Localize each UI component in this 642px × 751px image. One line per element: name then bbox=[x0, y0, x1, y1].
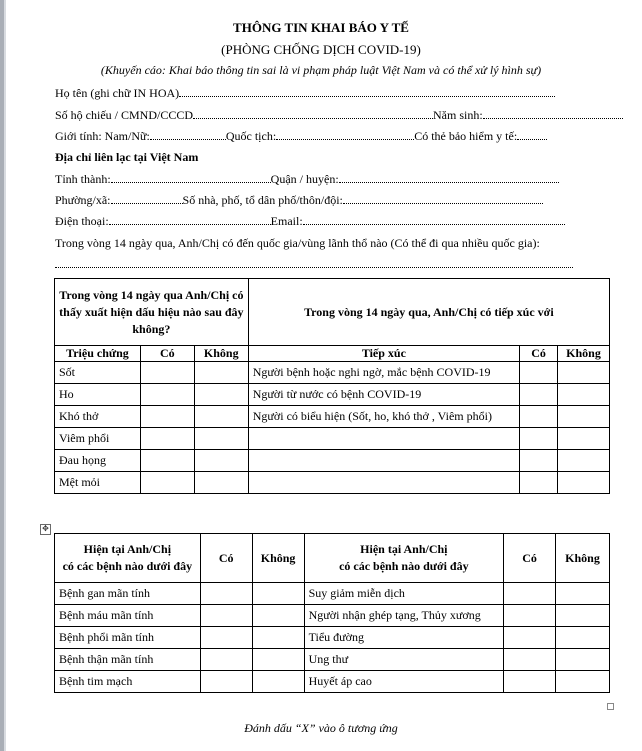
symptom-label: Khó thở bbox=[55, 406, 141, 428]
phone-label: Điện thoại: bbox=[55, 214, 109, 228]
disease-left-no-cell[interactable] bbox=[252, 649, 304, 671]
phone-blank[interactable] bbox=[109, 214, 271, 225]
disease-right-yes-cell[interactable] bbox=[504, 605, 556, 627]
contact-no-cell[interactable] bbox=[558, 450, 610, 472]
disease-left-label: Bệnh thận mãn tính bbox=[55, 649, 201, 671]
contact-yes-cell[interactable] bbox=[520, 406, 558, 428]
phone-row bbox=[55, 214, 575, 229]
table-row bbox=[55, 384, 610, 406]
table-row bbox=[55, 583, 610, 605]
table-row bbox=[55, 428, 610, 450]
symptom-no-cell[interactable] bbox=[194, 406, 248, 428]
travel-answer-row[interactable] bbox=[55, 257, 575, 272]
contact-no-cell[interactable] bbox=[558, 428, 610, 450]
move-handle-icon[interactable]: ✥ bbox=[40, 524, 51, 535]
symptom-section-header: Trong vòng 14 ngày qua Anh/Chị có thấy xuất hiện dấu hiệu nào sau đây không? bbox=[55, 279, 249, 346]
symptom-label: Đau họng bbox=[55, 450, 141, 472]
col-yes: Có bbox=[200, 534, 252, 583]
travel-blank[interactable] bbox=[55, 257, 573, 268]
symptom-yes-cell[interactable] bbox=[140, 362, 194, 384]
disease-right-label: Ung thư bbox=[304, 649, 504, 671]
disease-left-no-cell[interactable] bbox=[252, 671, 304, 693]
contact-yes-cell[interactable] bbox=[520, 384, 558, 406]
symptom-label: Mệt mỏi bbox=[55, 472, 141, 494]
col-yes: Có bbox=[140, 346, 194, 362]
gender-blank[interactable] bbox=[150, 129, 226, 140]
disease-left-no-cell[interactable] bbox=[252, 605, 304, 627]
table-row bbox=[55, 671, 610, 693]
disease-right-no-cell[interactable] bbox=[556, 605, 610, 627]
insurance-blank[interactable] bbox=[517, 129, 547, 140]
disease-left-yes-cell[interactable] bbox=[200, 627, 252, 649]
gender-label: Giới tính: Nam/Nữ: bbox=[55, 129, 150, 143]
contact-yes-cell[interactable] bbox=[520, 472, 558, 494]
disease-left-header-line2: có các bệnh nào dưới đây bbox=[62, 559, 193, 573]
name-blank[interactable] bbox=[179, 86, 555, 97]
contact-no-cell[interactable] bbox=[558, 362, 610, 384]
contact-no-cell[interactable] bbox=[558, 406, 610, 428]
passport-blank[interactable] bbox=[193, 108, 433, 119]
email-blank[interactable] bbox=[303, 214, 565, 225]
disease-right-label: Người nhận ghép tạng, Thủy xương bbox=[304, 605, 504, 627]
passport-label: Số hộ chiếu / CMND/CCCD bbox=[55, 108, 194, 122]
ward-row bbox=[55, 193, 575, 208]
disease-right-header bbox=[304, 534, 504, 583]
symptom-yes-cell[interactable] bbox=[140, 406, 194, 428]
col-yes-right: Có bbox=[504, 534, 556, 583]
contact-no-cell[interactable] bbox=[558, 384, 610, 406]
symptom-label: Viêm phổi bbox=[55, 428, 141, 450]
symptom-yes-cell[interactable] bbox=[140, 472, 194, 494]
disease-right-label: Huyết áp cao bbox=[304, 671, 504, 693]
birth-year-label: Năm sinh: bbox=[433, 108, 483, 122]
symptom-no-cell[interactable] bbox=[194, 362, 248, 384]
col-no: Không bbox=[252, 534, 304, 583]
symptom-contact-table bbox=[54, 278, 610, 494]
disease-right-yes-cell[interactable] bbox=[504, 671, 556, 693]
contact-label: Người từ nước có bệnh COVID-19 bbox=[248, 384, 519, 406]
disease-left-yes-cell[interactable] bbox=[200, 649, 252, 671]
contact-label bbox=[248, 472, 519, 494]
disease-right-no-cell[interactable] bbox=[556, 627, 610, 649]
symptom-label: Ho bbox=[55, 384, 141, 406]
contact-no-cell[interactable] bbox=[558, 472, 610, 494]
contact-section-header: Trong vòng 14 ngày qua, Anh/Chị có tiếp xúc với bbox=[248, 279, 609, 346]
disease-right-header-line1: Hiện tại Anh/Chị bbox=[360, 542, 448, 556]
ward-label: Phường/xã: bbox=[55, 193, 111, 207]
footer-instruction: Đánh dấu “X” vào ô tương ứng bbox=[244, 721, 398, 735]
contact-label bbox=[248, 428, 519, 450]
disease-left-label: Bệnh tim mạch bbox=[55, 671, 201, 693]
contact-yes-cell[interactable] bbox=[520, 362, 558, 384]
col-no: Không bbox=[194, 346, 248, 362]
table-row bbox=[55, 362, 610, 384]
address-heading: Địa chỉ liên lạc tại Việt Nam bbox=[55, 150, 199, 164]
birth-year-blank[interactable] bbox=[483, 108, 623, 119]
nationality-blank[interactable] bbox=[276, 129, 414, 140]
col-no-contact: Không bbox=[558, 346, 610, 362]
insurance-label: Có thẻ bảo hiểm y tế: bbox=[414, 129, 518, 143]
symptom-no-cell[interactable] bbox=[194, 472, 248, 494]
disease-left-label: Bệnh gan mãn tính bbox=[55, 583, 201, 605]
resize-handle-icon[interactable] bbox=[607, 703, 614, 710]
table-row bbox=[55, 605, 610, 627]
disease-left-no-cell[interactable] bbox=[252, 627, 304, 649]
street-label: Số nhà, phố, tổ dân phố/thôn/đội: bbox=[182, 193, 343, 207]
legal-warning: (Khuyến cáo: Khai báo thông tin sai là vi phạm pháp luật Việt Nam và có thể xử lý hình sự) bbox=[100, 63, 542, 77]
disease-left-header bbox=[55, 534, 201, 583]
col-no-right: Không bbox=[556, 534, 610, 583]
page-title: THÔNG TIN KHAI BÁO Y TẾ bbox=[233, 20, 409, 35]
province-blank[interactable] bbox=[111, 172, 271, 183]
page-subtitle: (PHÒNG CHỐNG DỊCH COVID-19) bbox=[221, 42, 421, 57]
name-field[interactable] bbox=[55, 86, 575, 101]
disease-right-yes-cell[interactable] bbox=[504, 627, 556, 649]
disease-right-no-cell[interactable] bbox=[556, 671, 610, 693]
table-row bbox=[55, 406, 610, 428]
nationality-label: Quốc tịch: bbox=[225, 129, 277, 143]
name-label: Họ tên (ghi chữ IN HOA) bbox=[55, 86, 180, 100]
disease-left-yes-cell[interactable] bbox=[200, 671, 252, 693]
disease-right-label: Tiểu đường bbox=[304, 627, 504, 649]
street-blank[interactable] bbox=[343, 193, 543, 204]
symptom-yes-cell[interactable] bbox=[140, 450, 194, 472]
window-edge-shadow bbox=[4, 0, 6, 751]
symptom-no-cell[interactable] bbox=[194, 450, 248, 472]
contact-yes-cell[interactable] bbox=[520, 428, 558, 450]
contact-yes-cell[interactable] bbox=[520, 450, 558, 472]
disease-left-yes-cell[interactable] bbox=[200, 605, 252, 627]
disease-left-no-cell[interactable] bbox=[252, 583, 304, 605]
contact-label bbox=[248, 450, 519, 472]
disease-right-no-cell[interactable] bbox=[556, 649, 610, 671]
district-blank[interactable] bbox=[339, 172, 559, 183]
district-label: Quận / huyện: bbox=[270, 172, 339, 186]
passport-row bbox=[55, 108, 575, 123]
province-row bbox=[55, 172, 575, 187]
travel-question: Trong vòng 14 ngày qua, Anh/Chị có đến quốc gia/vùng lãnh thổ nào (Có thể đi qua nhiều quốc gia): bbox=[55, 236, 540, 250]
ward-blank[interactable] bbox=[111, 193, 183, 204]
province-label: Tỉnh thành: bbox=[55, 172, 111, 186]
disease-left-label: Bệnh máu mãn tính bbox=[55, 605, 201, 627]
disease-right-no-cell[interactable] bbox=[556, 583, 610, 605]
disease-right-yes-cell[interactable] bbox=[504, 583, 556, 605]
col-yes-contact: Có bbox=[520, 346, 558, 362]
col-symptom: Triệu chứng bbox=[55, 346, 141, 362]
table-row bbox=[55, 472, 610, 494]
symptom-yes-cell[interactable] bbox=[140, 384, 194, 406]
col-contact: Tiếp xúc bbox=[248, 346, 519, 362]
table-row bbox=[55, 649, 610, 671]
disease-left-label: Bệnh phổi mãn tính bbox=[55, 627, 201, 649]
gender-row bbox=[55, 129, 575, 144]
disease-right-label: Suy giảm miễn dịch bbox=[304, 583, 504, 605]
symptom-yes-cell[interactable] bbox=[140, 428, 194, 450]
contact-label: Người bệnh hoặc nghi ngờ, mắc bệnh COVID-19 bbox=[248, 362, 519, 384]
table-row bbox=[55, 450, 610, 472]
symptom-label: Sốt bbox=[55, 362, 141, 384]
table-row bbox=[55, 627, 610, 649]
symptom-no-cell[interactable] bbox=[194, 428, 248, 450]
disease-table bbox=[54, 533, 610, 693]
disease-left-header-line1: Hiện tại Anh/Chị bbox=[83, 542, 172, 556]
disease-right-header-line2: có các bệnh nào dưới đây bbox=[339, 559, 469, 573]
email-label: Email: bbox=[270, 214, 303, 228]
symptom-no-cell[interactable] bbox=[194, 384, 248, 406]
disease-left-yes-cell[interactable] bbox=[200, 583, 252, 605]
contact-label: Người có biểu hiện (Sốt, ho, khó thở , Viêm phổi) bbox=[248, 406, 519, 428]
disease-right-yes-cell[interactable] bbox=[504, 649, 556, 671]
